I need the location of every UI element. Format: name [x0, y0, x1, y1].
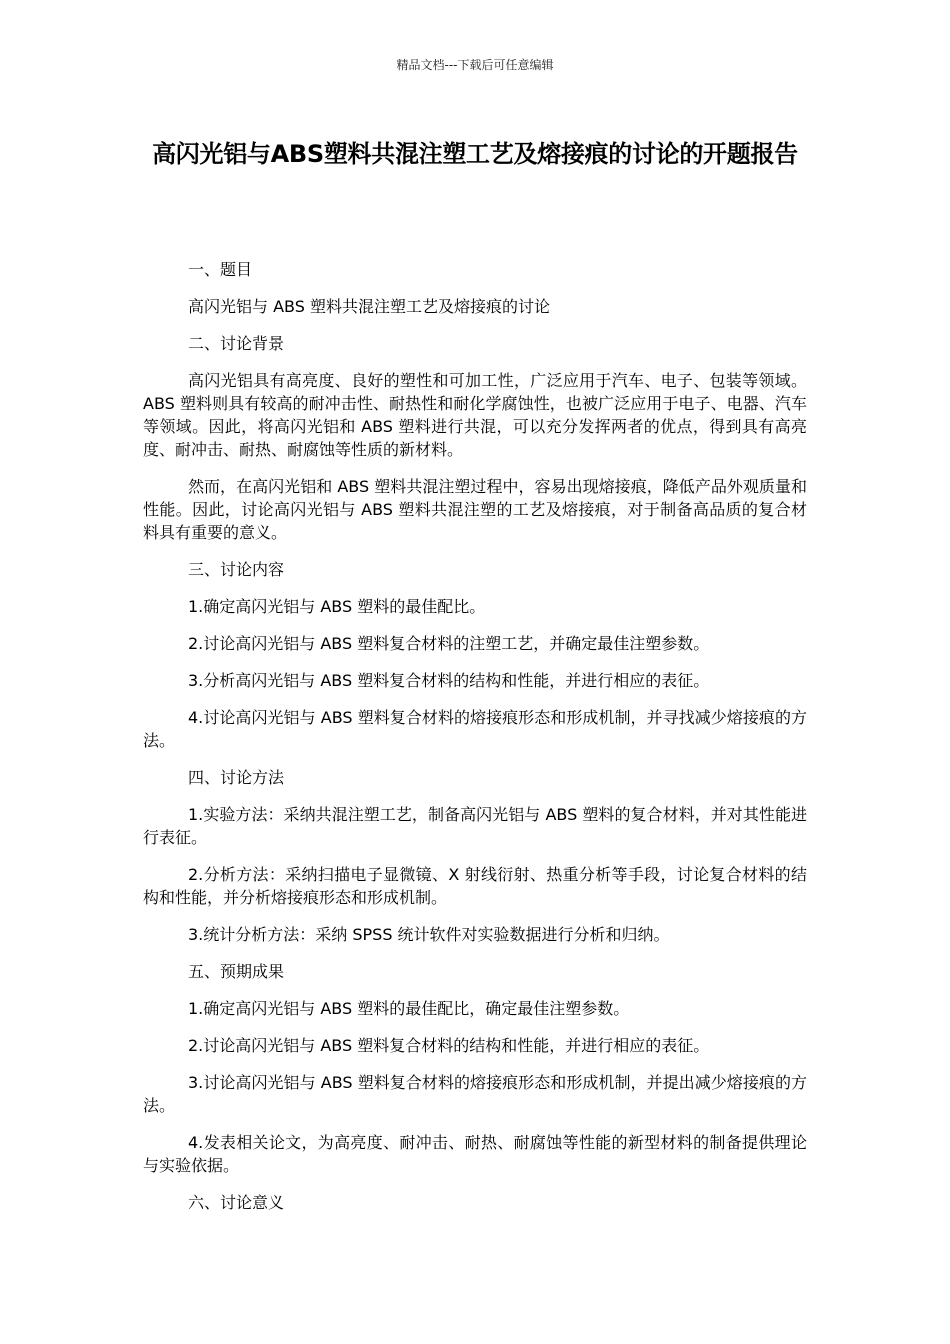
list-item-method-3: 3.统计分析方法：采纳 SPSS 统计软件对实验数据进行分析和归纳。 [188, 925, 670, 944]
list-item-content-2: 2.讨论高闪光铝与 ABS 塑料复合材料的注塑工艺，并确定最佳注塑参数。 [188, 634, 710, 653]
document-body [143, 258, 807, 1228]
list-item-outcome-4: 4.发表相关论文，为高亮度、耐冲击、耐热、耐腐蚀等性能的新型材料的制备提供理论与实验依据。 [143, 1133, 807, 1175]
section-heading-methods: 四、讨论方法 [188, 768, 285, 787]
document-title: 高闪光铝与ABS塑料共混注塑工艺及熔接痕的讨论的开题报告 [152, 140, 798, 168]
paragraph-background-2: 然而，在高闪光铝和 ABS 塑料共混注塑过程中，容易出现熔接痕，降低产品外观质量和性能。因此，讨论高闪光铝与 ABS 塑料共混注塑的工艺及熔接痕，对于制备高品质的复合材料具有重要的意义。 [143, 477, 807, 542]
list-item-content-4: 4.讨论高闪光铝与 ABS 塑料复合材料的熔接痕形态和形成机制，并寻找减少熔接痕的方法。 [143, 708, 807, 750]
list-item-content-3: 3.分析高闪光铝与 ABS 塑料复合材料的结构和性能，并进行相应的表征。 [188, 671, 710, 690]
list-item-outcome-3: 3.讨论高闪光铝与 ABS 塑料复合材料的熔接痕形态和形成机制，并提出减少熔接痕的方法。 [143, 1073, 807, 1115]
section-heading-significance: 六、讨论意义 [188, 1193, 285, 1212]
section-heading-outcomes: 五、预期成果 [188, 962, 285, 981]
paragraph-background-1: 高闪光铝具有高亮度、良好的塑性和可加工性，广泛应用于汽车、电子、包装等领域。ABS 塑料则具有较高的耐冲击性、耐热性和耐化学腐蚀性，也被广泛应用于电子、电器、汽车等领域。因此，将高闪光铝和 ABS 塑料进行共混，可以充分发挥两者的优点，得到具有高亮度、耐冲击、耐热、耐腐蚀等性质的新材料。 [143, 371, 807, 459]
list-item-outcome-1: 1.确定高闪光铝与 ABS 塑料的最佳配比，确定最佳注塑参数。 [188, 999, 630, 1018]
section-heading-background: 二、讨论背景 [188, 334, 285, 353]
list-item-method-1: 1.实验方法：采纳共混注塑工艺，制备高闪光铝与 ABS 塑料的复合材料，并对其性能进行表征。 [143, 805, 807, 847]
section-heading-content: 三、讨论内容 [188, 560, 285, 579]
list-item-content-1: 1.确定高闪光铝与 ABS 塑料的最佳配比。 [188, 597, 486, 616]
page-header-note: 精品文档---下载后可任意编辑 [396, 58, 554, 72]
list-item-outcome-2: 2.讨论高闪光铝与 ABS 塑料复合材料的结构和性能，并进行相应的表征。 [188, 1036, 710, 1055]
paragraph-topic: 高闪光铝与 ABS 塑料共混注塑工艺及熔接痕的讨论 [188, 297, 550, 316]
list-item-method-2: 2.分析方法：采纳扫描电子显微镜、X 射线衍射、热重分析等手段，讨论复合材料的结构和性能，并分析熔接痕形态和形成机制。 [143, 865, 807, 907]
section-heading-topic: 一、题目 [188, 260, 253, 279]
